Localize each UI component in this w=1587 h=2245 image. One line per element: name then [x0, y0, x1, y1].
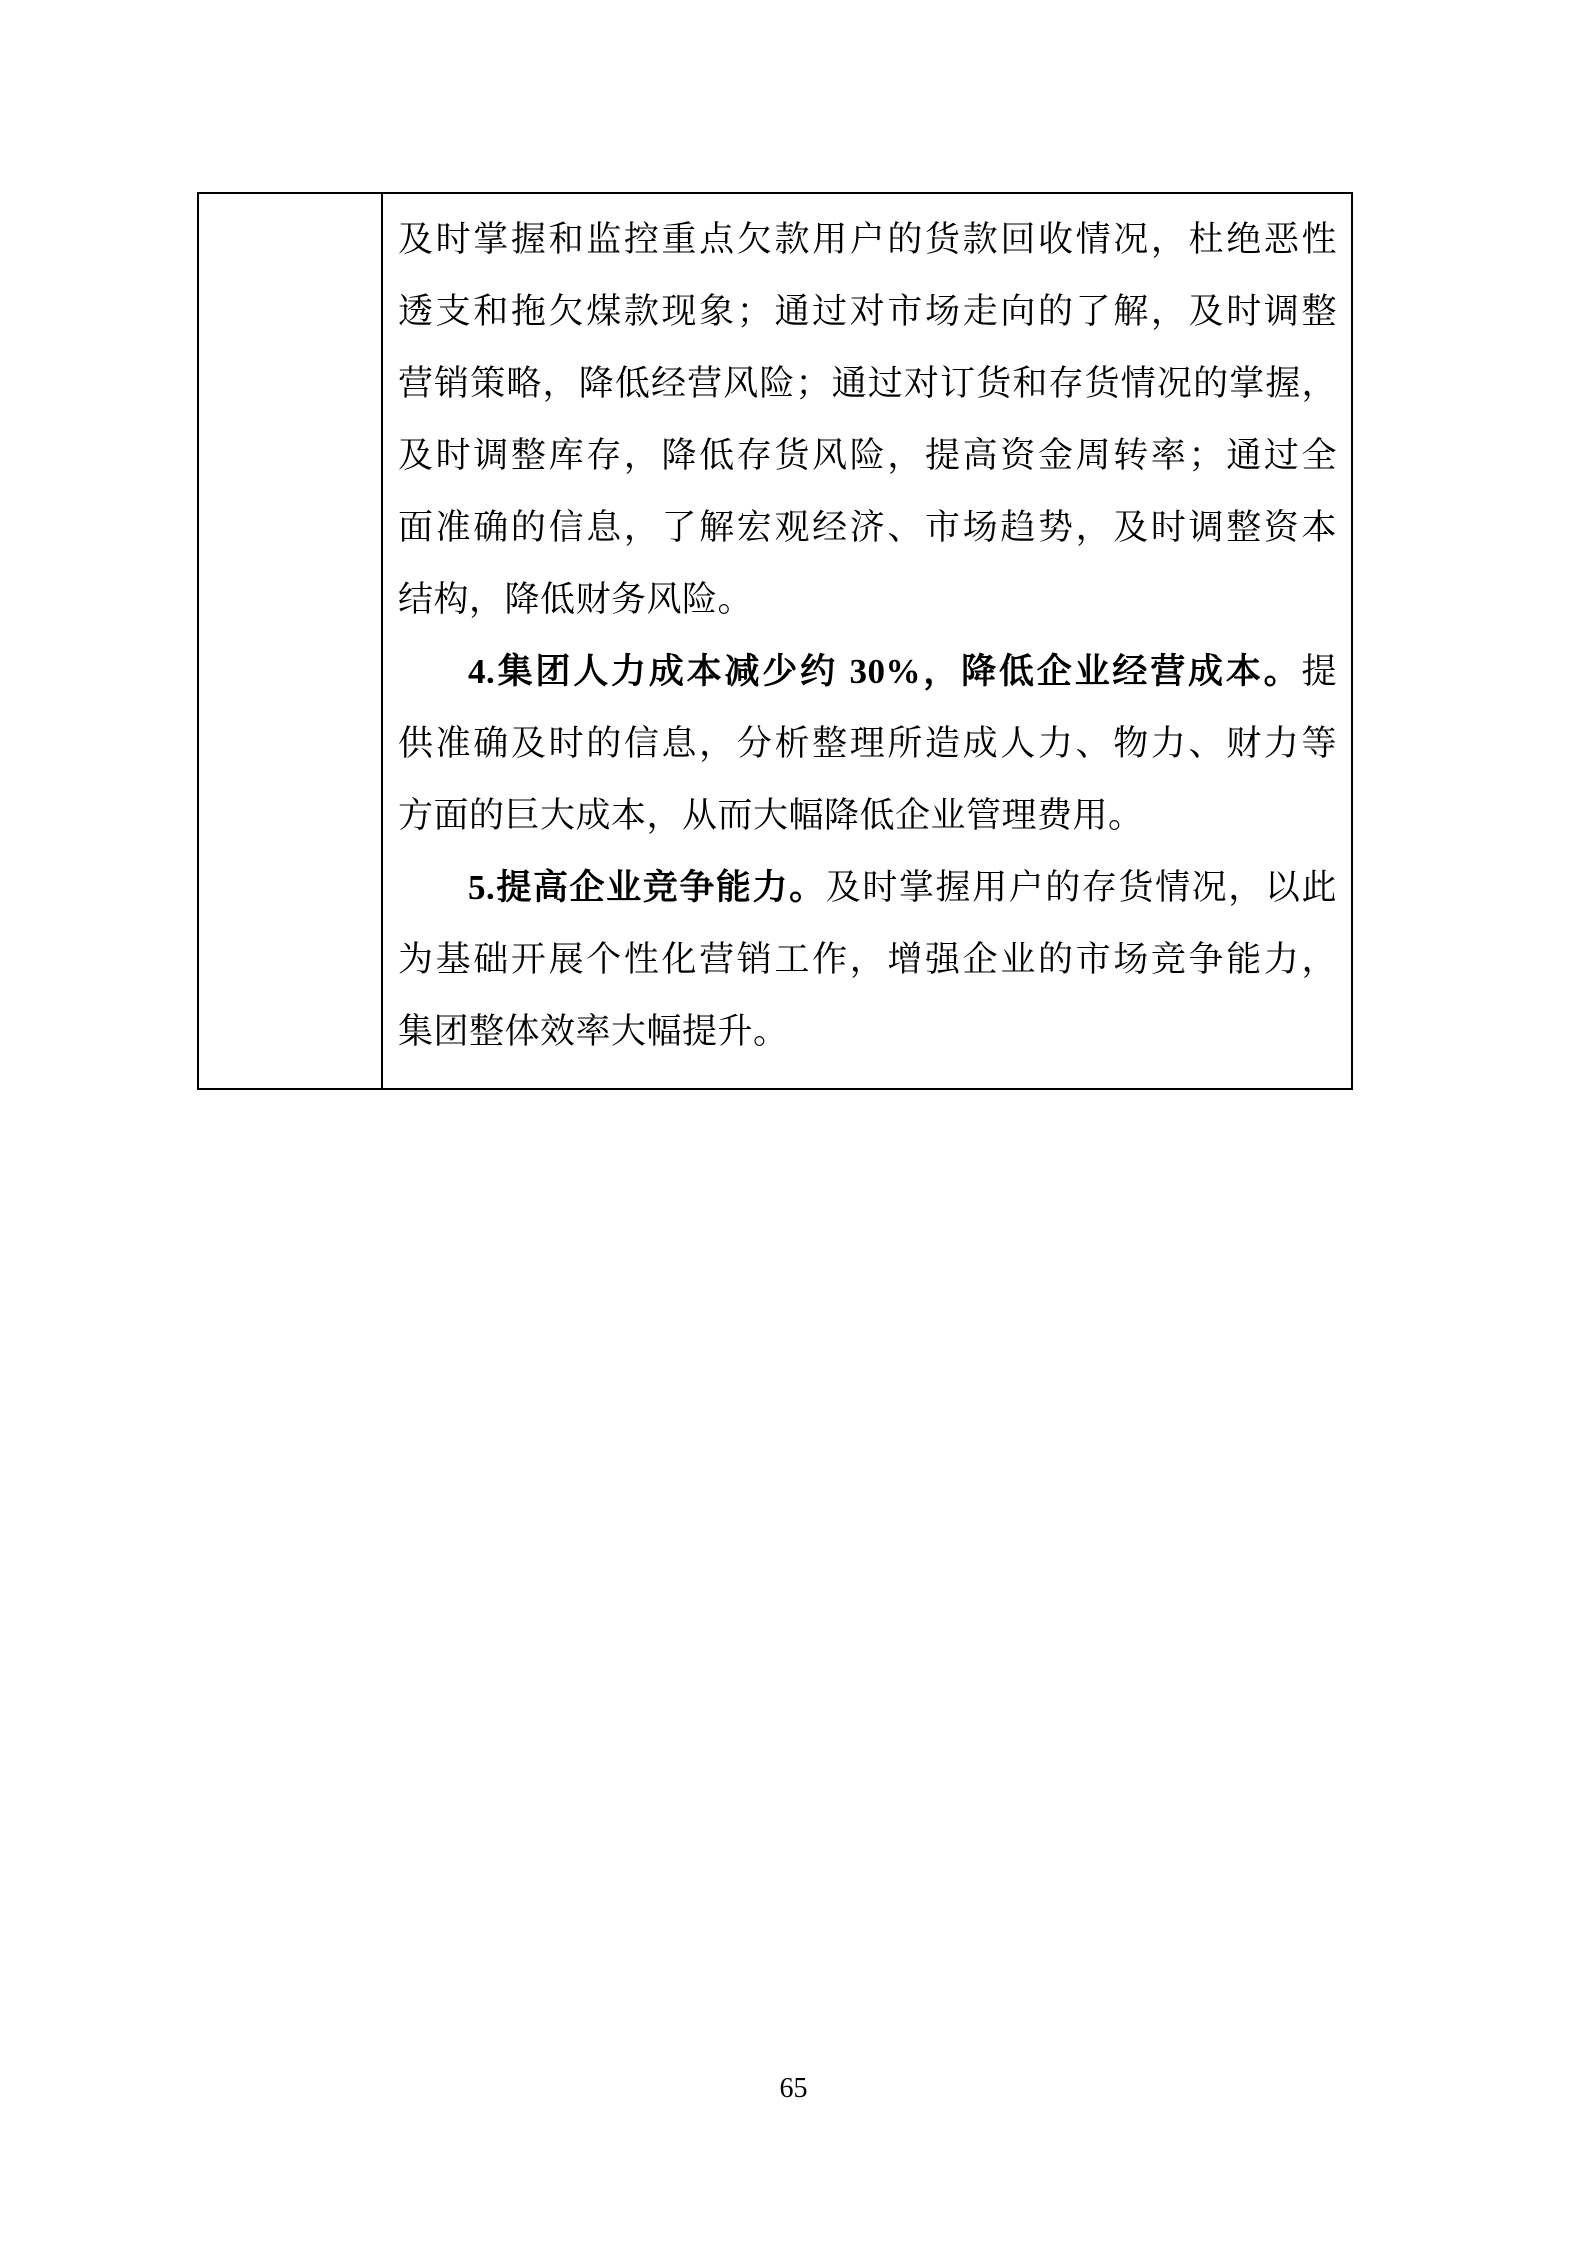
text-line — [398, 996, 1337, 1068]
text-run: 营销策略，降低经营风险；通过对订货和存货情况的掌握， — [398, 364, 1337, 403]
text-line — [398, 780, 1337, 852]
bold-text-run: 5.提高企业竞争能力。 — [468, 868, 826, 907]
text-run: 结构，降低财务风险。 — [398, 580, 754, 619]
page-number: 65 — [779, 2073, 808, 2104]
table-cell-empty — [199, 194, 383, 1088]
text-line — [398, 420, 1337, 492]
text-run: 及时掌握和监控重点欠款用户的货款回收情况，杜绝恶性 — [398, 220, 1337, 259]
text-line — [398, 276, 1337, 348]
text-line — [398, 636, 1337, 708]
text-run: 面准确的信息，了解宏观经济、市场趋势，及时调整资本 — [398, 508, 1337, 547]
text-line — [398, 852, 1337, 924]
text-run: 透支和拖欠煤款现象；通过对市场走向的了解，及时调整 — [398, 292, 1337, 331]
text-line — [398, 708, 1337, 780]
text-run: 方面的巨大成本，从而大幅降低企业管理费用。 — [398, 796, 1144, 835]
text-run: 及时掌握用户的存货情况，以此 — [825, 868, 1337, 907]
bold-text-run: 4.集团人力成本减少约 30%，降低企业经营成本。 — [468, 652, 1302, 691]
table-cell-content — [383, 194, 1351, 1088]
text-line — [398, 348, 1337, 420]
text-run: 为基础开展个性化营销工作，增强企业的市场竞争能力， — [398, 940, 1337, 979]
text-run: 集团整体效率大幅提升。 — [398, 1012, 789, 1051]
text-run: 供准确及时的信息，分析整理所造成人力、物力、财力等 — [398, 724, 1337, 763]
text-run: 及时调整库存，降低存货风险，提高资金周转率；通过全 — [398, 436, 1337, 475]
text-line — [398, 564, 1337, 636]
text-run: 提 — [1301, 652, 1337, 691]
text-line — [398, 924, 1337, 996]
document-table — [197, 192, 1353, 1090]
text-line — [398, 492, 1337, 564]
text-line — [398, 204, 1337, 276]
